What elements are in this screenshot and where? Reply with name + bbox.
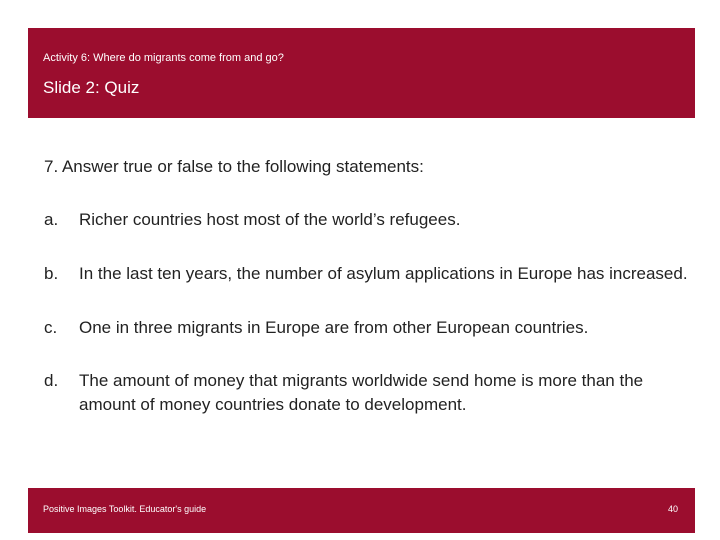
statement-letter: c. bbox=[44, 318, 58, 337]
statement-c bbox=[44, 316, 694, 340]
statement-text: The amount of money that migrants worldwide send home is more than the amount of money countries donate to development. bbox=[79, 371, 644, 414]
slide-title: Slide 2: Quiz bbox=[43, 78, 140, 97]
question-text: 7. Answer true or false to the following statements: bbox=[44, 157, 424, 176]
statement-d bbox=[44, 369, 694, 417]
statement-letter: b. bbox=[44, 264, 59, 283]
statement-text: Richer countries host most of the world’s refugees. bbox=[79, 210, 461, 229]
statement-text: In the last ten years, the number of asylum applications in Europe has increased. bbox=[79, 264, 688, 283]
activity-title: Activity 6: Where do migrants come from and go? bbox=[43, 52, 284, 64]
footer-band bbox=[28, 488, 695, 533]
header-band bbox=[28, 28, 695, 118]
statement-letter: d. bbox=[44, 371, 59, 390]
statement-a bbox=[44, 208, 694, 232]
statement-letter: a. bbox=[44, 210, 59, 229]
page-number: 40 bbox=[667, 504, 678, 514]
statement-b bbox=[44, 262, 694, 286]
footer-source: Positive Images Toolkit. Educator's guide bbox=[43, 504, 207, 514]
statement-text: One in three migrants in Europe are from other European countries. bbox=[79, 318, 589, 337]
